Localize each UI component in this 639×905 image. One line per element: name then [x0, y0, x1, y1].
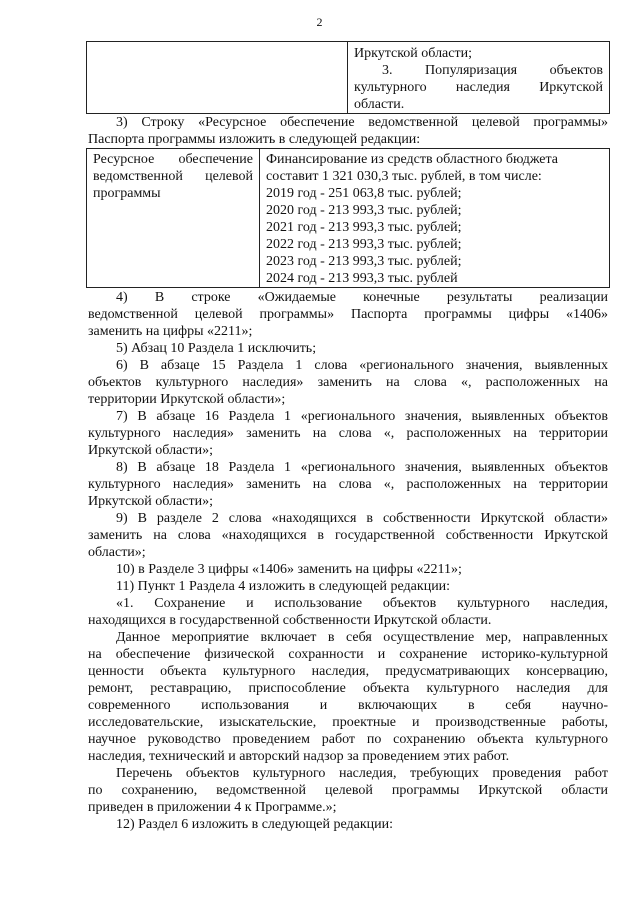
- section-3-intro: [88, 114, 608, 148]
- cell-line: Ресурсное обеспечение: [93, 152, 253, 167]
- paragraph-line: 7) В абзаце 16 Раздела 1 «регионального значения, выявленных объектов: [116, 409, 608, 424]
- paragraph: [88, 629, 608, 765]
- paragraph-line: 12) Раздел 6 изложить в следующей редакции:: [116, 817, 394, 832]
- paragraph-line: культурного наследия» заменить на слова «, расположенных на территории: [88, 426, 608, 441]
- cell-line: 2019 год - 251 063,8 тыс. рублей;: [266, 186, 462, 201]
- paragraph-line: 8) В абзаце 18 Раздела 1 «регионального значения, выявленных объектов: [116, 460, 608, 475]
- paragraph: [88, 357, 608, 408]
- paragraph-line: ценности объекта культурного наследия, предусматривающих консервацию,: [88, 664, 608, 679]
- paragraph-line: наследия, технический и авторский надзор за проведением этих работ.: [88, 749, 510, 764]
- paragraph-line: 11) Пункт 1 Раздела 4 изложить в следующей редакции:: [116, 579, 451, 594]
- paragraph: [88, 510, 608, 561]
- paragraph-line: ремонт, реставрацию, приспособление объекта культурного наследия для: [88, 681, 608, 696]
- paragraph: [88, 459, 608, 510]
- paragraph-line: 4) В строке «Ожидаемые конечные результаты реализации: [116, 290, 608, 305]
- cell-line: 2023 год - 213 993,3 тыс. рублей;: [266, 254, 462, 269]
- cell-line: ведомственной целевой: [93, 169, 253, 184]
- page-number: 2: [316, 15, 323, 29]
- cell-line: Иркутской области;: [354, 46, 472, 61]
- paragraph-line: 5) Абзац 10 Раздела 1 исключить;: [116, 341, 317, 356]
- paragraph-line: заменить на цифры «2211»;: [88, 324, 253, 339]
- paragraph: [88, 595, 608, 629]
- cell-line: культурного наследия Иркутской: [354, 80, 603, 95]
- cell-line: 2022 год - 213 993,3 тыс. рублей;: [266, 237, 462, 252]
- paragraph-line: области»;: [88, 545, 146, 560]
- paragraph-line: исследовательские, изыскательские, проектные и производственные работы,: [88, 715, 608, 730]
- empty-cell: [87, 42, 348, 114]
- paragraph-line: современного использования и включающих в себя научно-: [88, 698, 608, 713]
- paragraph-line: объектов культурного наследия» заменить на слова «, расположенных на: [88, 375, 608, 390]
- paragraph: [88, 578, 608, 595]
- paragraph-line: по сохранению, ведомственной целевой программы Иркутской области: [88, 783, 608, 798]
- resource-table: [86, 148, 610, 288]
- cell-line: 2024 год - 213 993,3 тыс. рублей: [266, 271, 458, 286]
- cell-line: 2021 год - 213 993,3 тыс. рублей;: [266, 220, 462, 235]
- paragraph: [88, 340, 608, 357]
- document-body: [88, 289, 608, 833]
- paragraph-line: на обеспечение физической сохранности и сохранение историко-культурной: [88, 647, 608, 662]
- paragraph: [88, 765, 608, 816]
- paragraph-line: 9) В разделе 2 слова «находящихся в собственности Иркутской области»: [116, 511, 608, 526]
- paragraph-line: территории Иркутской области»;: [88, 392, 286, 407]
- resource-value-cell: [260, 149, 610, 288]
- paragraph-line: культурного наследия» заменить на слова «, расположенных на территории: [88, 477, 608, 492]
- paragraph-line: «1. Сохранение и использование объектов культурного наследия,: [116, 596, 608, 611]
- paragraph: [88, 816, 608, 833]
- paragraph: [88, 561, 608, 578]
- paragraph-line: заменить на слова «находящихся в государственной собственности Иркутской: [88, 528, 608, 543]
- paragraph-line: находящихся в государственной собственности Иркутской области.: [88, 613, 492, 628]
- paragraph-line: Перечень объектов культурного наследия, требующих проведения работ: [116, 766, 608, 781]
- paragraph: [88, 408, 608, 459]
- paragraph: [88, 289, 608, 340]
- cell-line: составит 1 321 030,3 тыс. рублей, в том числе:: [266, 169, 542, 184]
- paragraph-line: 6) В абзаце 15 Раздела 1 слова «регионального значения, выявленных: [116, 358, 608, 373]
- paragraph-line: приведен в приложении 4 к Программе.»;: [88, 800, 337, 815]
- continued-table: [86, 41, 610, 114]
- paragraph-line: ведомственной целевой программы» Паспорта программы цифры «1406»: [88, 307, 608, 322]
- resource-label-cell: [87, 149, 260, 288]
- paragraph-line: Иркутской области»;: [88, 443, 213, 458]
- paragraph-line: Иркутской области»;: [88, 494, 213, 509]
- paragraph-line: научное руководство проведением работ по сохранению объекта культурного: [88, 732, 608, 747]
- cell-line: программы: [93, 186, 161, 201]
- cell-line: Финансирование из средств областного бюджета: [266, 152, 559, 167]
- table-cell-text: [348, 42, 610, 114]
- paragraph-line: Паспорта программы изложить в следующей редакции:: [88, 132, 421, 147]
- cell-line: 2020 год - 213 993,3 тыс. рублей;: [266, 203, 462, 218]
- cell-line: 3. Популяризация объектов: [382, 63, 603, 78]
- paragraph-line: Данное мероприятие включает в себя осуществление мер, направленных: [116, 630, 608, 645]
- paragraph-line: 3) Строку «Ресурсное обеспечение ведомственной целевой программы»: [116, 115, 608, 130]
- cell-line: области.: [354, 97, 405, 112]
- paragraph-line: 10) в Разделе 3 цифры «1406» заменить на цифры «2211»;: [116, 562, 462, 577]
